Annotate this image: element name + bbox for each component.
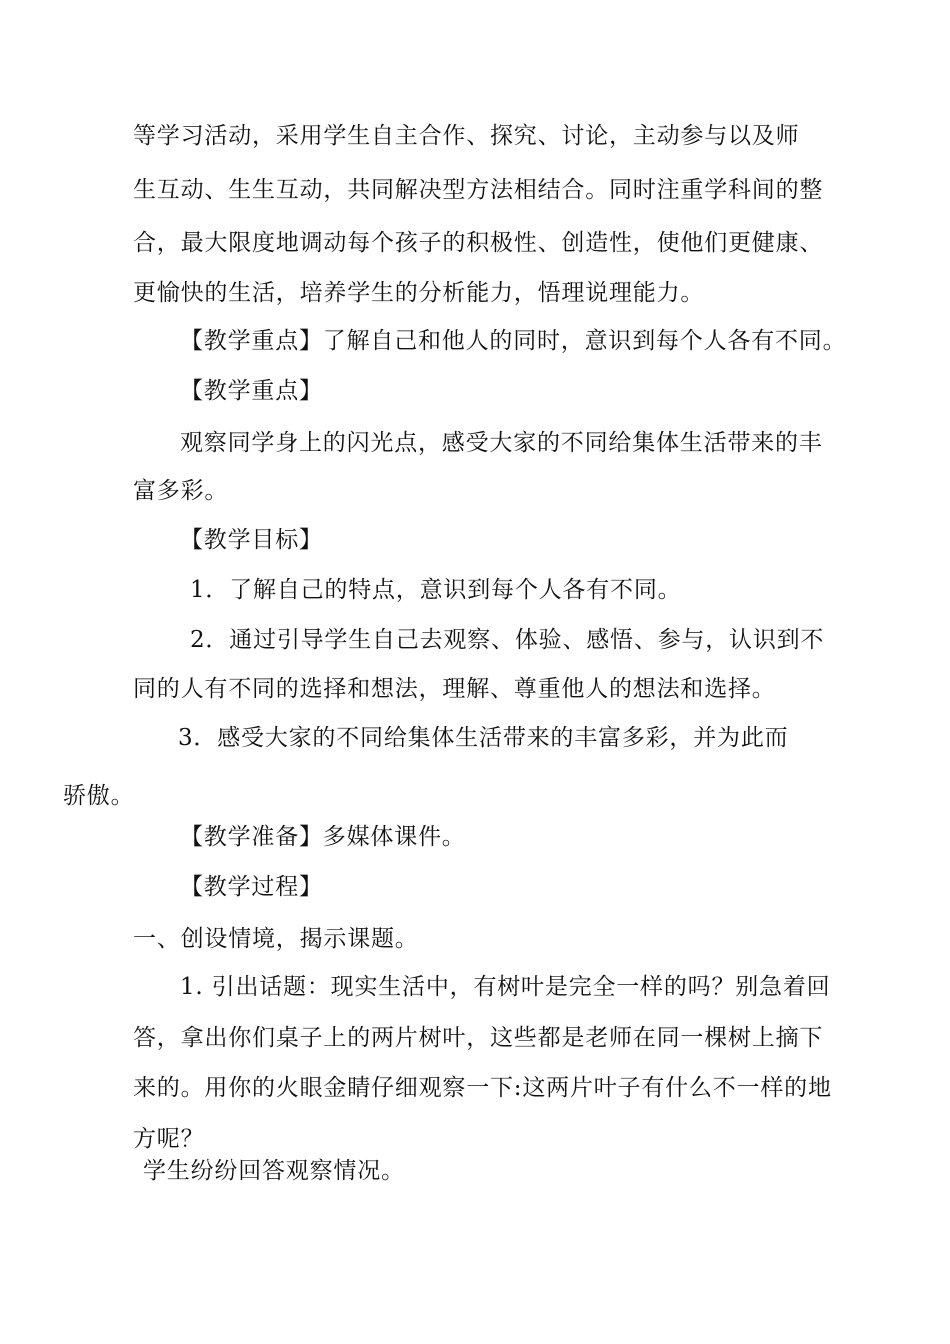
focus-paragraph-line-1: 观察同学身上的闪光点，感受大家的不同给集体生活带来的丰 xyxy=(180,430,823,456)
section-one-heading: 一、创设情境，揭示课题。 xyxy=(133,926,419,952)
teaching-focus-line: 【教学重点】了解自己和他人的同时，意识到每个人各有不同。 xyxy=(180,328,847,354)
teaching-focus-heading: 【教学重点】 xyxy=(180,378,323,404)
goal-item-2-line-2: 同的人有不同的选择和想法，理解、尊重他人的想法和选择。 xyxy=(133,676,776,702)
paragraph-intro-line-2: 生互动、生生互动，共同解决型方法相结合。同时注重学科间的整 xyxy=(133,177,824,203)
step-1-line-3: 来的。用你的火眼金睛仔细观察一下:这两片叶子有什么不一样的地 xyxy=(133,1075,832,1101)
paragraph-intro-line-3: 合，最大限度地调动每个孩子的积极性、创造性，使他们更健康、 xyxy=(133,230,824,256)
paragraph-intro-line-4: 更愉快的生活，培养学生的分析能力，悟理说理能力。 xyxy=(133,280,705,306)
teaching-preparation-line: 【教学准备】多媒体课件。 xyxy=(180,824,466,850)
step-1-line-1: 1. 引出话题：现实生活中，有树叶是完全一样的吗？别急着回 xyxy=(180,974,831,1000)
goal-item-2-line-1: 2．通过引导学生自己去观察、体验、感悟、参与，认识到不 xyxy=(190,627,825,653)
student-response-line: 学生纷纷回答观察情况。 xyxy=(143,1158,405,1184)
goal-item-1: 1．了解自己的特点，意识到每个人各有不同。 xyxy=(190,577,682,603)
step-1-line-4: 方呢？ xyxy=(133,1126,205,1152)
goal-item-3-line-1: 3．感受大家的不同给集体生活带来的丰富多彩，并为此而 xyxy=(178,725,789,751)
goal-item-3-line-2: 骄傲。 xyxy=(63,783,135,809)
step-1-line-2: 答，拿出你们桌子上的两片树叶，这些都是老师在同一棵树上摘下 xyxy=(133,1025,824,1051)
teaching-process-heading: 【教学过程】 xyxy=(180,874,323,900)
focus-paragraph-line-2: 富多彩。 xyxy=(133,478,229,504)
teaching-goals-heading: 【教学目标】 xyxy=(180,527,323,553)
paragraph-intro-line-1: 等学习活动，采用学生自主合作、探究、讨论，主动参与以及师 xyxy=(133,123,800,149)
